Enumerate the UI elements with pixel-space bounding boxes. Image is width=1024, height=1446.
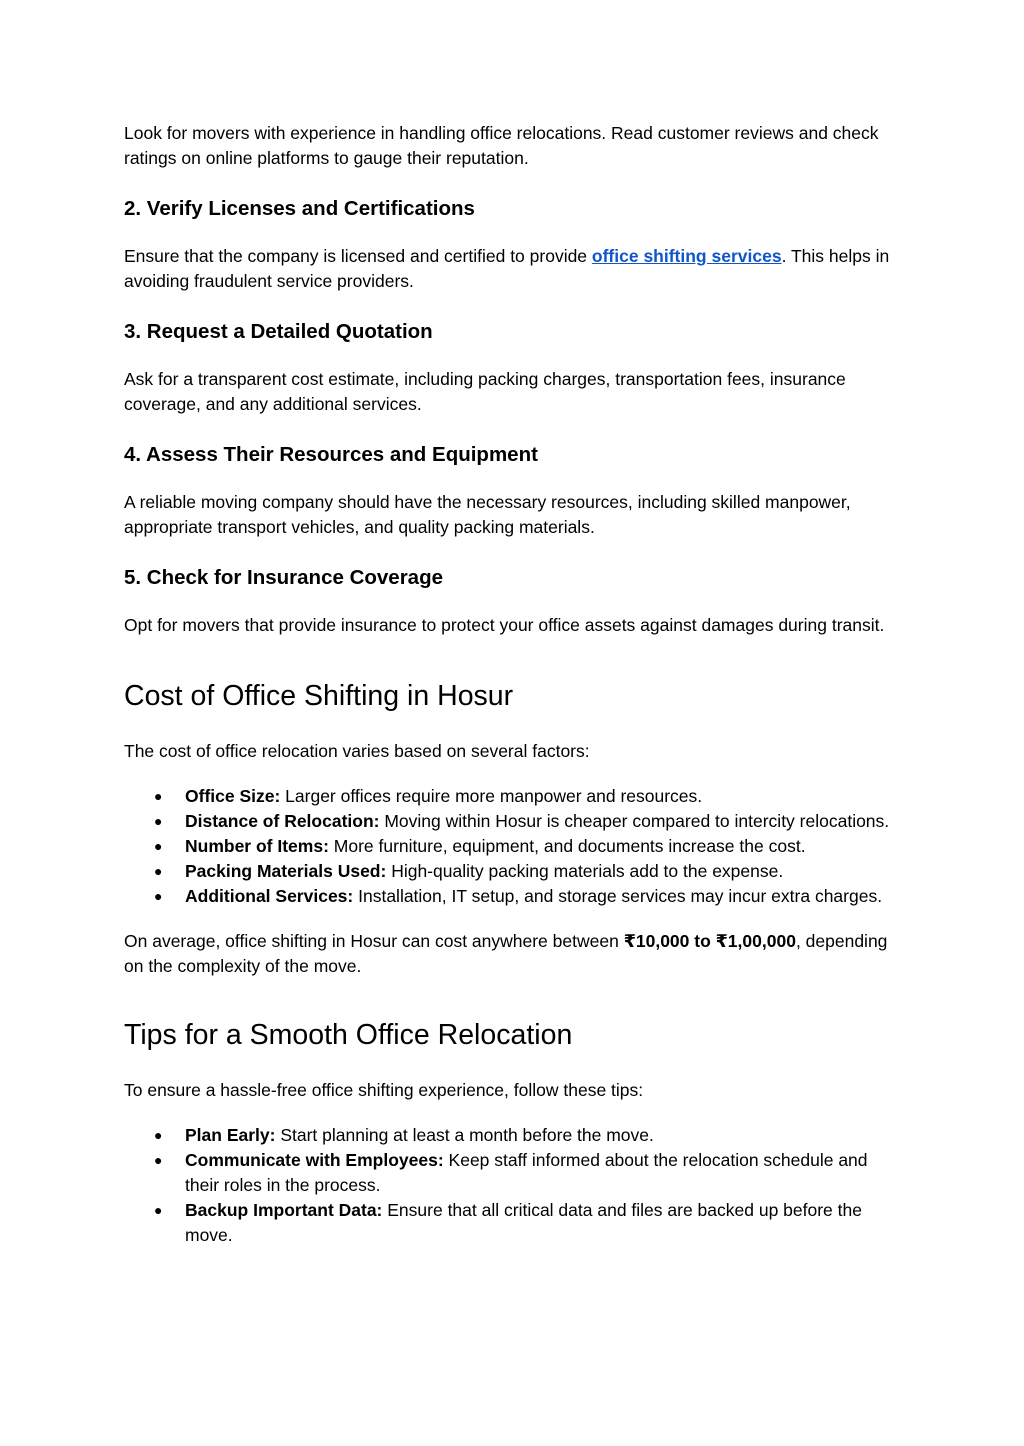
list-item-text: Keep staff informed about the relocation schedule and their roles in the process. xyxy=(185,1150,868,1195)
list-item-text: Moving within Hosur is cheaper compared to intercity relocations. xyxy=(379,811,890,831)
paragraph-text: , depending on the complexity of the move. xyxy=(124,931,888,976)
intro-paragraph: Look for movers with experience in handling office relocations. Read customer reviews and check ratings on online platforms to gauge their reputation. xyxy=(124,123,879,168)
section-paragraph-verify-licenses xyxy=(124,244,894,294)
section-heading-detailed-quotation: 3. Request a Detailed Quotation xyxy=(124,320,433,343)
tips-list xyxy=(124,1123,894,1248)
list-item-label: Packing Materials Used: xyxy=(185,861,387,881)
list-item-label: Backup Important Data: xyxy=(185,1200,383,1220)
list-item xyxy=(124,809,894,834)
section-paragraph-insurance-coverage: Opt for movers that provide insurance to protect your office assets against damages during transit. xyxy=(124,615,885,635)
section-heading-resources-equipment: 4. Assess Their Resources and Equipment xyxy=(124,443,538,466)
section-heading-insurance-coverage: 5. Check for Insurance Coverage xyxy=(124,566,444,589)
list-item xyxy=(124,1148,894,1198)
cost-intro-paragraph: The cost of office relocation varies based on several factors: xyxy=(124,741,590,761)
list-item-text: High-quality packing materials add to the expense. xyxy=(386,861,784,881)
bullet-icon: ● xyxy=(154,838,163,854)
section-paragraph-resources-equipment: A reliable moving company should have the necessary resources, including skilled manpower, appropriate transport vehicles, and quality packing materials. xyxy=(124,492,851,537)
list-item xyxy=(124,884,894,909)
list-item-label: Distance of Relocation: xyxy=(185,811,380,831)
cost-factors-list xyxy=(124,784,894,909)
list-item-label: Communicate with Employees: xyxy=(185,1150,444,1170)
paragraph-text: . This helps in avoiding fraudulent service providers. xyxy=(124,246,890,291)
list-item xyxy=(124,1123,894,1148)
list-item-text: More furniture, equipment, and documents increase the cost. xyxy=(328,836,806,856)
section-paragraph-detailed-quotation: Ask for a transparent cost estimate, including packing charges, transportation fees, insurance coverage, and any additional services. xyxy=(124,369,846,414)
list-item-text: Larger offices require more manpower and resources. xyxy=(280,786,703,806)
bullet-icon: ● xyxy=(154,1127,163,1143)
bullet-icon: ● xyxy=(154,813,163,829)
list-item-text: Ensure that all critical data and files are backed up before the move. xyxy=(185,1200,862,1245)
bullet-icon: ● xyxy=(154,1152,163,1168)
bullet-icon: ● xyxy=(154,888,163,904)
bullet-icon: ● xyxy=(154,788,163,804)
document-page xyxy=(124,121,894,1248)
tips-intro-paragraph: To ensure a hassle-free office shifting experience, follow these tips: xyxy=(124,1080,644,1100)
list-item xyxy=(124,834,894,859)
list-item-text: Installation, IT setup, and storage services may incur extra charges. xyxy=(353,886,883,906)
cost-summary-paragraph xyxy=(124,929,894,979)
paragraph-text: On average, office shifting in Hosur can cost anywhere between xyxy=(124,931,624,951)
list-item-label: Number of Items: xyxy=(185,836,329,856)
cost-heading: Cost of Office Shifting in Hosur xyxy=(124,680,514,712)
list-item-label: Additional Services: xyxy=(185,886,354,906)
list-item xyxy=(124,859,894,884)
tips-heading: Tips for a Smooth Office Relocation xyxy=(124,1019,573,1051)
bullet-icon: ● xyxy=(154,863,163,879)
list-item-label: Plan Early: xyxy=(185,1125,276,1145)
list-item xyxy=(124,1198,894,1248)
office-shifting-services-link[interactable]: office shifting services xyxy=(591,246,782,266)
bullet-icon: ● xyxy=(154,1202,163,1218)
list-item-text: Start planning at least a month before the move. xyxy=(275,1125,654,1145)
list-item-label: Office Size: xyxy=(185,786,281,806)
cost-range: ₹10,000 to ₹1,00,000 xyxy=(623,931,796,951)
list-item xyxy=(124,784,894,809)
section-heading-verify-licenses: 2. Verify Licenses and Certifications xyxy=(124,197,475,220)
paragraph-text: Ensure that the company is licensed and certified to provide xyxy=(124,246,592,266)
